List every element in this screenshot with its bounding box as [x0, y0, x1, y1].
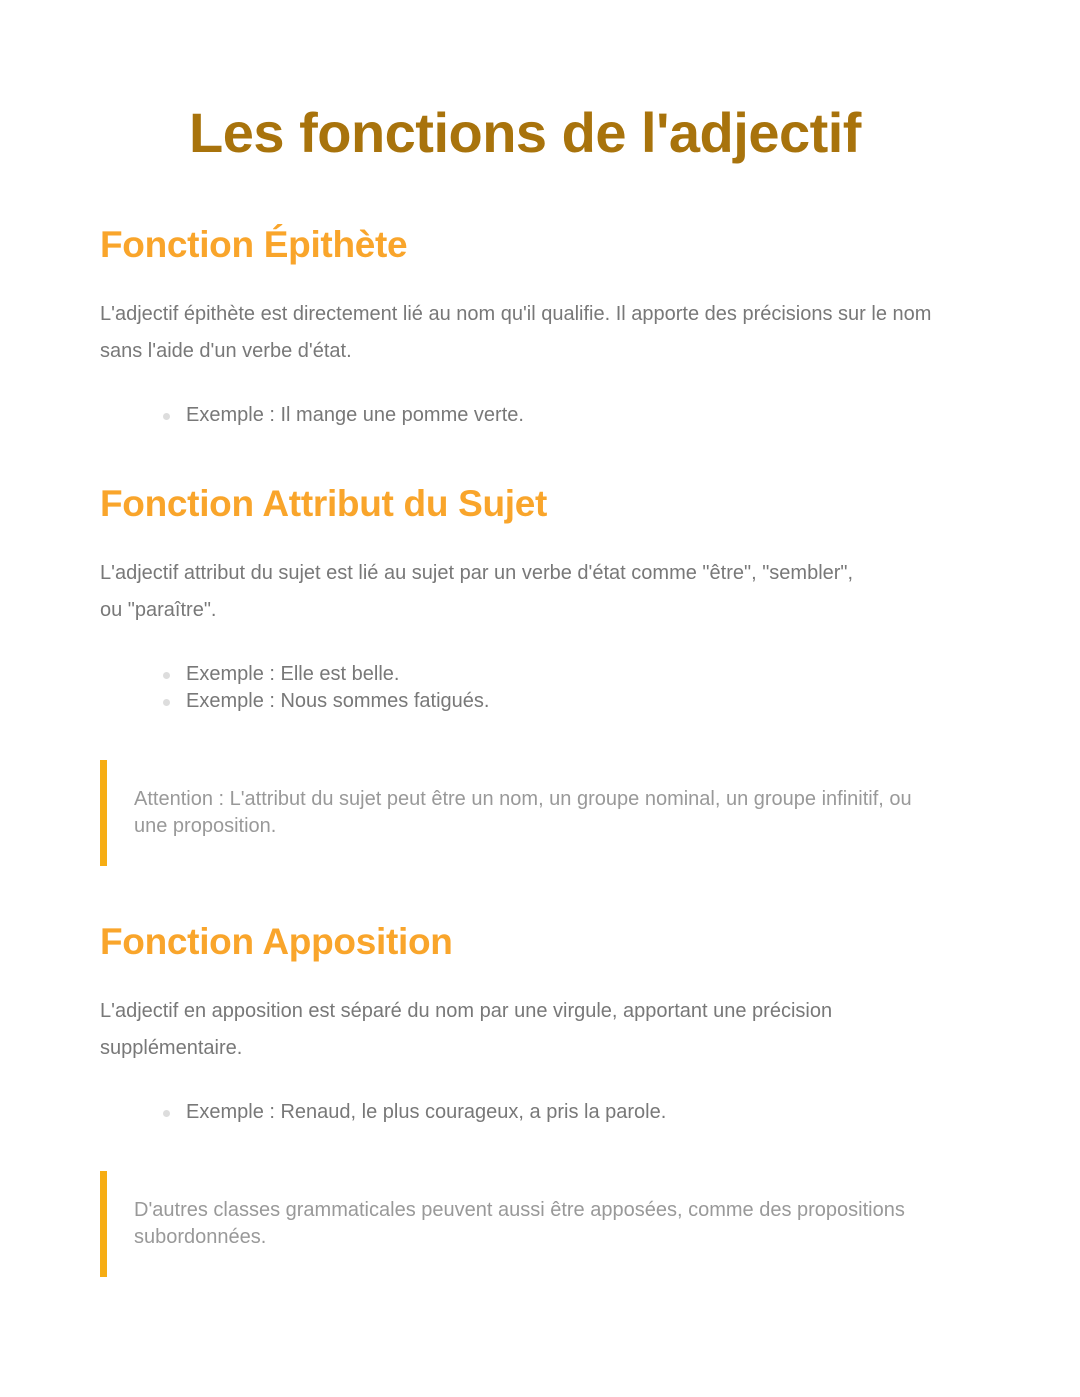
- example-list: [186, 661, 489, 715]
- list-item: Exemple : Elle est belle.: [186, 661, 489, 688]
- section-body: L'adjectif épithète est directement lié au nom qu'il qualifie. Il apporte des précisions sur le nom sans l'aide d'un verbe d'état.: [100, 303, 932, 362]
- example-list: [186, 402, 524, 429]
- list-item: Exemple : Renaud, le plus courageux, a pris la parole.: [186, 1099, 666, 1126]
- section-heading-apposition: Fonction Apposition: [100, 921, 453, 962]
- list-item: Exemple : Il mange une pomme verte.: [186, 402, 524, 429]
- section-body: L'adjectif attribut du sujet est lié au sujet par un verbe d'état comme "être", "sembler", ou "paraître".: [100, 562, 854, 621]
- note-text: Attention : L'attribut du sujet peut être un nom, un groupe nominal, un groupe infinitif, ou une proposition.: [134, 788, 912, 837]
- example-list: [186, 1099, 666, 1126]
- list-item: Exemple : Nous sommes fatigués.: [186, 688, 489, 715]
- note-callout: [100, 760, 920, 866]
- section-body: L'adjectif en apposition est séparé du nom par une virgule, apportant une précision supplémentaire.: [100, 1000, 833, 1059]
- section-heading-attribut: Fonction Attribut du Sujet: [100, 483, 548, 524]
- note-callout: [100, 1171, 920, 1277]
- page-title: Les fonctions de l'adjectif: [189, 101, 861, 164]
- section-heading-epithete: Fonction Épithète: [100, 224, 408, 265]
- note-text: D'autres classes grammaticales peuvent aussi être apposées, comme des propositions subordonnées.: [134, 1199, 905, 1248]
